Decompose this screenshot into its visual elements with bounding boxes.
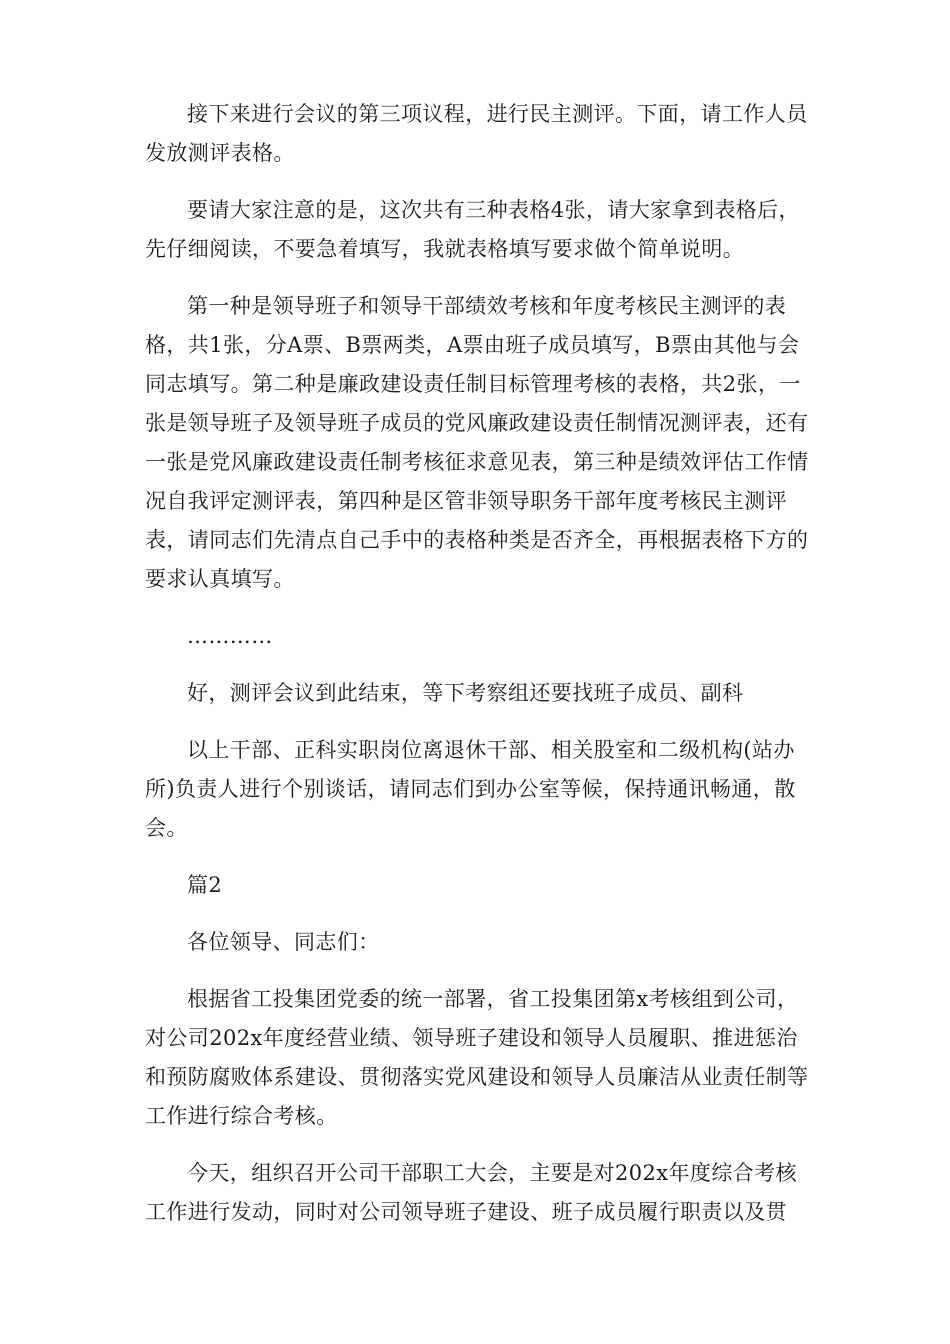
paragraph-meeting-end: 好，测评会议到此结束，等下考察组还要找班子成员、副科 <box>187 681 744 705</box>
paragraph-ellipsis: ………… <box>187 624 273 648</box>
paragraph-form-types: 第一种是领导班子和领导干部绩效考核和年度考核民主测评的表格，共1张，分A票、B票两类，A票由班子成员填写，B票由其他与会同志填写。第二种是廉政建设责任制目标管理考核的表格，共2张，一张是领导班子及领导班子成员的党风廉政建设责任制情况测评表，还有一张是党风廉政建设责任制考核征求意见表，第三种是绩效评估工作情况自我评定测评表，第四种是区管非领导职务干部年度考核民主测评表，请同志们先清点自己手中的表格种类是否齐全，再根据表格下方的要求认真填写。 <box>145 294 809 591</box>
section-heading-part-2: 篇2 <box>187 873 223 897</box>
paragraph-salutation: 各位领导、同志们： <box>187 930 380 954</box>
paragraph-form-notice: 要请大家注意的是，这次共有三种表格4张，请大家拿到表格后，先仔细阅读，不要急着填写，我就表格填写要求做个简单说明。 <box>145 198 800 261</box>
document-body <box>145 95 815 1250</box>
paragraph-individual-talks: 以上干部、正科实职岗位离退休干部、相关股室和二级机构(站办所)负责人进行个别谈话，请同志们到办公室等候，保持通讯畅通，散会。 <box>145 738 796 840</box>
paragraph-meeting-purpose: 今天，组织召开公司干部职工大会，主要是对202x年度综合考核工作进行发动，同时对公司领导班子建设、班子成员履行职责以及贯 <box>145 1161 797 1224</box>
paragraph-agenda-third-item: 接下来进行会议的第三项议程，进行民主测评。下面，请工作人员发放测评表格。 <box>145 102 808 165</box>
paragraph-assessment-deployment: 根据省工投集团党委的统一部署，省工投集团第x考核组到公司，对公司202x年度经营业绩、领导班子建设和领导人员履职、推进惩治和预防腐败体系建设、贯彻落实党风建设和领导人员廉洁从业责任制等工作进行综合考核。 <box>145 987 809 1128</box>
